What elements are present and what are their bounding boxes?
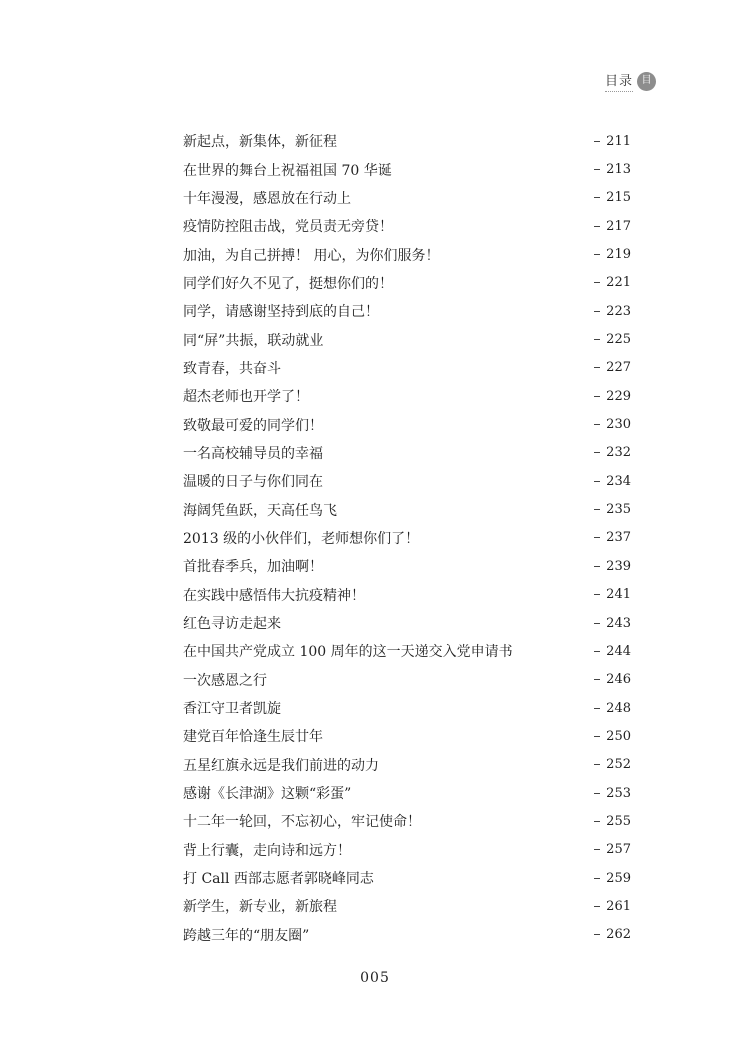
toc-entry-page <box>594 899 631 914</box>
toc-page-number: 234 <box>606 473 631 489</box>
header-badge-text: 目 <box>641 75 652 86</box>
leader-dash <box>594 793 600 794</box>
toc-page-number: 252 <box>606 757 631 773</box>
toc-entry-title: 加油，为自己拼搏！ 用心，为你们服务！ <box>183 247 440 264</box>
toc-page-number: 237 <box>606 530 631 546</box>
toc-entry-title: 温暖的日子与你们同在 <box>183 474 323 491</box>
toc-entry <box>183 297 631 325</box>
toc-entry-title: 超杰老师也开学了！ <box>183 389 309 406</box>
toc-entry-page <box>594 757 631 772</box>
toc-entry <box>183 212 631 240</box>
toc-page-number: 262 <box>606 927 631 943</box>
toc-entry-title: 海阔凭鱼跃，天高任鸟飞 <box>183 502 337 519</box>
toc-entry-title: 新起点，新集体，新征程 <box>183 134 337 151</box>
toc-entry <box>183 127 631 155</box>
toc-entry <box>183 155 631 183</box>
leader-dash <box>594 169 600 170</box>
toc-entry-page <box>594 786 631 801</box>
toc-entry-page <box>594 304 631 319</box>
toc-entry-title: 十年漫漫，感恩放在行动上 <box>183 190 351 207</box>
toc-entry-title: 跨越三年的“朋友圈” <box>183 927 310 944</box>
running-header <box>605 70 656 92</box>
toc-entry-title: 十二年一轮回，不忘初心，牢记使命！ <box>183 814 421 831</box>
toc-page-number: 219 <box>606 247 631 263</box>
toc-entry-page <box>594 729 631 744</box>
leader-dash <box>594 623 600 624</box>
table-of-contents <box>183 127 631 949</box>
toc-page-number: 235 <box>606 502 631 518</box>
toc-page-number: 246 <box>606 672 631 688</box>
toc-page-number: 211 <box>606 133 631 149</box>
leader-dash <box>594 878 600 879</box>
toc-entry-title: 在实践中感悟伟大抗疫精神！ <box>183 587 365 604</box>
leader-dash <box>594 594 600 595</box>
leader-dash <box>594 367 600 368</box>
toc-entry-page <box>594 474 631 489</box>
toc-entry <box>183 666 631 694</box>
leader-dash <box>594 764 600 765</box>
toc-entry-title: 打 Call 西部志愿者郭晓峰同志 <box>183 871 374 888</box>
toc-entry <box>183 637 631 665</box>
toc-entry-title: 在世界的舞台上祝福祖国 70 华诞 <box>183 162 392 179</box>
leader-dash <box>594 537 600 538</box>
leader-dash <box>594 452 600 453</box>
toc-entry-title: 同学，请感谢坚持到底的自己！ <box>183 304 379 321</box>
toc-page-number: 225 <box>606 332 631 348</box>
toc-entry <box>183 779 631 807</box>
toc-entry-page <box>594 190 631 205</box>
leader-dash <box>594 736 600 737</box>
toc-entry <box>183 240 631 268</box>
leader-dash <box>594 282 600 283</box>
toc-entry-page <box>594 360 631 375</box>
toc-entry <box>183 184 631 212</box>
toc-entry <box>183 892 631 920</box>
leader-dash <box>594 311 600 312</box>
toc-page-number: 239 <box>606 558 631 574</box>
toc-entry-title: 背上行囊，走向诗和远方！ <box>183 842 351 859</box>
page-number: 005 <box>360 970 390 986</box>
toc-page-number: 223 <box>606 303 631 319</box>
toc-entry <box>183 694 631 722</box>
toc-page-number: 241 <box>606 587 631 603</box>
toc-entry <box>183 354 631 382</box>
toc-entry-title: 一名高校辅导员的幸福 <box>183 445 323 462</box>
toc-entry <box>183 382 631 410</box>
toc-entry-page <box>594 559 631 574</box>
toc-entry <box>183 609 631 637</box>
toc-entry <box>183 439 631 467</box>
toc-page-number: 217 <box>606 218 631 234</box>
leader-dash <box>594 141 600 142</box>
toc-entry-title: 同“屏”共振，联动就业 <box>183 332 324 349</box>
toc-page-number: 244 <box>606 643 631 659</box>
toc-entry <box>183 524 631 552</box>
toc-entry-page <box>594 587 631 602</box>
toc-entry-page <box>594 417 631 432</box>
toc-entry-title: 建党百年恰逢生辰廿年 <box>183 729 323 746</box>
toc-entry-title: 香江守卫者凯旋 <box>183 701 281 718</box>
toc-entry <box>183 751 631 779</box>
toc-entry-title: 同学们好久不见了，挺想你们的！ <box>183 275 393 292</box>
toc-entry <box>183 269 631 297</box>
toc-entry-page <box>594 842 631 857</box>
toc-entry <box>183 807 631 835</box>
leader-dash <box>594 906 600 907</box>
header-title: 目录 <box>605 70 633 92</box>
toc-entry-page <box>594 389 631 404</box>
toc-page-number: 227 <box>606 360 631 376</box>
toc-page-number: 213 <box>606 162 631 178</box>
leader-dash <box>594 226 600 227</box>
toc-entry <box>183 325 631 353</box>
toc-page-number: 259 <box>606 870 631 886</box>
toc-entry-title: 致敬最可爱的同学们！ <box>183 417 323 434</box>
toc-page-number: 250 <box>606 728 631 744</box>
toc-entry-title: 2013 级的小伙伴们，老师想你们了！ <box>183 530 420 547</box>
toc-entry-page <box>594 644 631 659</box>
toc-entry <box>183 836 631 864</box>
leader-dash <box>594 566 600 567</box>
toc-entry-page <box>594 247 631 262</box>
leader-dash <box>594 708 600 709</box>
leader-dash <box>594 934 600 935</box>
header-badge-icon <box>637 72 656 91</box>
leader-dash <box>594 197 600 198</box>
toc-page-number: 230 <box>606 417 631 433</box>
toc-entry <box>183 410 631 438</box>
leader-dash <box>594 651 600 652</box>
leader-dash <box>594 424 600 425</box>
leader-dash <box>594 821 600 822</box>
toc-entry-page <box>594 219 631 234</box>
leader-dash <box>594 849 600 850</box>
toc-entry-title: 红色寻访走起来 <box>183 616 281 633</box>
leader-dash <box>594 339 600 340</box>
toc-entry-title: 一次感恩之行 <box>183 672 267 689</box>
toc-entry-page <box>594 927 631 942</box>
toc-page-number: 261 <box>606 898 631 914</box>
toc-entry <box>183 467 631 495</box>
toc-entry-page <box>594 134 631 149</box>
toc-entry-page <box>594 332 631 347</box>
toc-entry <box>183 495 631 523</box>
leader-dash <box>594 509 600 510</box>
toc-entry-page <box>594 672 631 687</box>
toc-entry-page <box>594 162 631 177</box>
toc-page-number: 243 <box>606 615 631 631</box>
toc-entry-title: 五星红旗永远是我们前进的动力 <box>183 757 379 774</box>
leader-dash <box>594 396 600 397</box>
toc-page-number: 248 <box>606 700 631 716</box>
toc-page-number: 229 <box>606 388 631 404</box>
toc-page-number: 253 <box>606 785 631 801</box>
toc-page-number: 255 <box>606 813 631 829</box>
toc-entry-page <box>594 871 631 886</box>
toc-entry-page <box>594 616 631 631</box>
toc-page-number: 215 <box>606 190 631 206</box>
toc-page-number: 221 <box>606 275 631 291</box>
toc-entry <box>183 921 631 949</box>
toc-entry-title: 致青春，共奋斗 <box>183 360 281 377</box>
toc-entry <box>183 581 631 609</box>
toc-entry-page <box>594 502 631 517</box>
toc-entry-title: 首批春季兵，加油啊！ <box>183 559 323 576</box>
toc-entry <box>183 864 631 892</box>
leader-dash <box>594 481 600 482</box>
toc-entry-page <box>594 445 631 460</box>
toc-entry-title: 疫情防控阻击战，党员责无旁贷！ <box>183 219 393 236</box>
toc-entry-page <box>594 814 631 829</box>
toc-entry-title: 在中国共产党成立 100 周年的这一天递交入党申请书 <box>183 644 513 661</box>
toc-entry-title: 感谢《长津湖》这颗“彩蛋” <box>183 786 352 803</box>
toc-page-number: 257 <box>606 842 631 858</box>
toc-entry-page <box>594 530 631 545</box>
toc-entry-page <box>594 275 631 290</box>
toc-entry-page <box>594 701 631 716</box>
toc-entry <box>183 552 631 580</box>
toc-page-number: 232 <box>606 445 631 461</box>
toc-entry-title: 新学生，新专业，新旅程 <box>183 899 337 916</box>
leader-dash <box>594 679 600 680</box>
toc-entry <box>183 722 631 750</box>
leader-dash <box>594 254 600 255</box>
